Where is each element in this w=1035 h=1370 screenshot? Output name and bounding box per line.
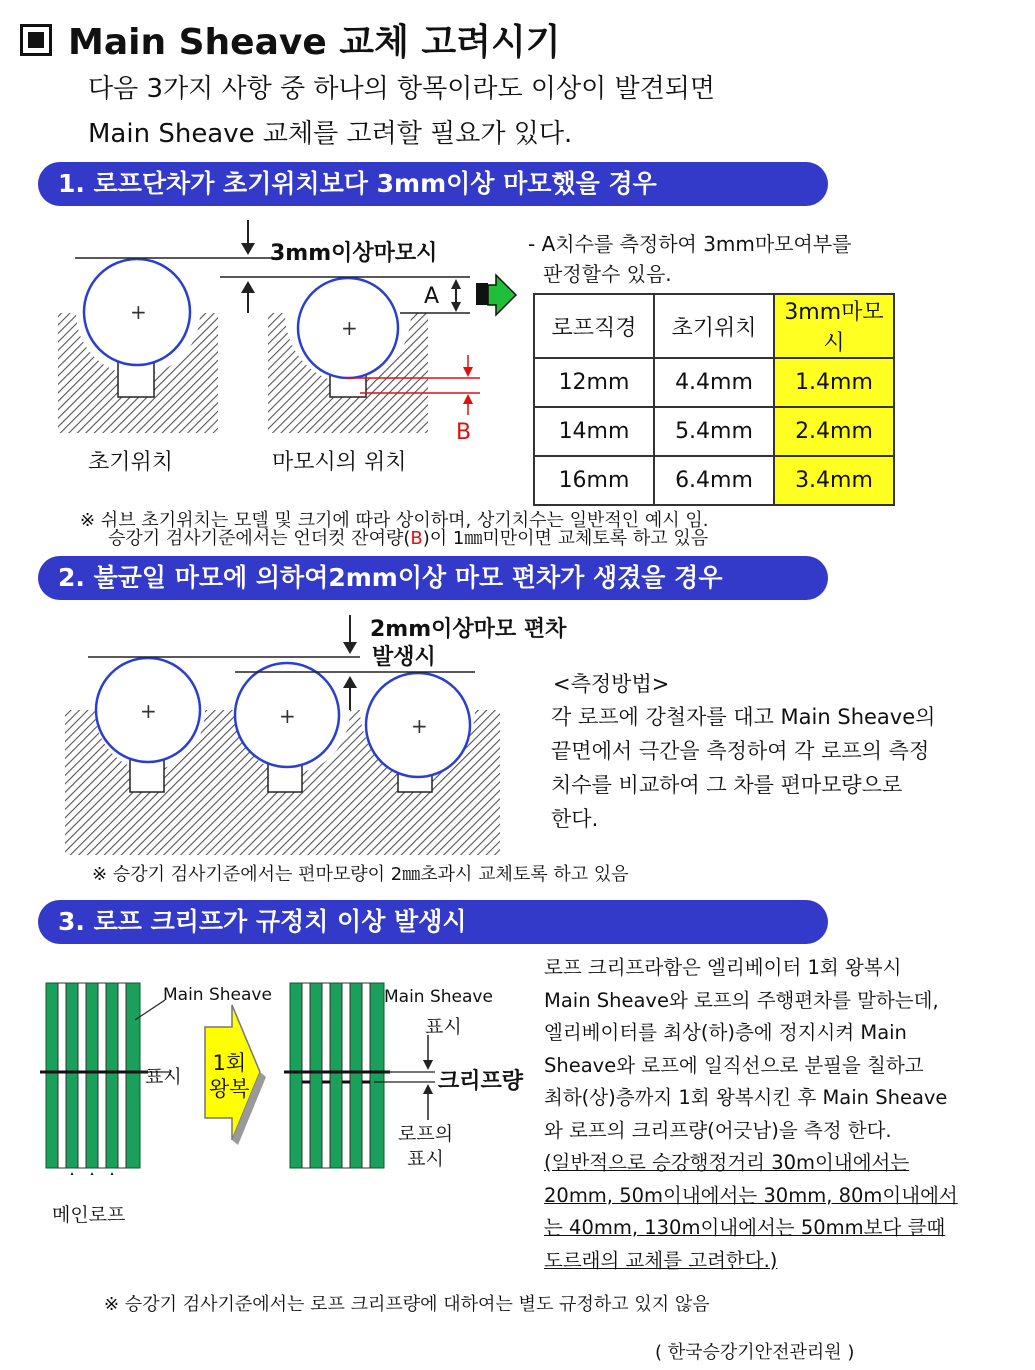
section1-note-1: ※ 쉬브 초기위치는 모델 및 크기에 따라 상이하며, 상기치수는 일반적인 예시 임. bbox=[80, 510, 709, 531]
method-line: 치수를 비교하여 그 차를 편마모량으로 bbox=[551, 773, 903, 797]
footer-source: ( 한국승강기안전관리원 ) bbox=[655, 1342, 855, 1363]
note-text: 승강기 검사기준에서는 언더컷 잔여량( bbox=[108, 528, 411, 549]
table-row bbox=[534, 456, 894, 505]
rope-mark-label bbox=[398, 1122, 453, 1172]
section1-banner: 1. 로프단차가 초기위치보다 3mm이상 마모했을 경우 bbox=[38, 162, 828, 206]
table-cell: 4.4mm bbox=[654, 358, 774, 407]
table-cell: 1.4mm bbox=[774, 358, 894, 407]
table-cell: 6.4mm bbox=[654, 456, 774, 505]
wear-2mm-label-1: 2mm이상마모 편차 bbox=[370, 617, 567, 642]
table-cell: 12mm bbox=[534, 358, 654, 407]
initial-sheave-drawing bbox=[58, 259, 218, 433]
page-title bbox=[20, 14, 561, 65]
dimension-a-label: A bbox=[424, 284, 440, 309]
square-bullet-icon bbox=[20, 24, 52, 56]
section1-desc-1: - A치수를 측정하여 3mm마모여부를 bbox=[528, 232, 852, 256]
method-line: 한다. bbox=[551, 807, 599, 831]
creep-line: 엘리베이터를 최상(하)층에 정지시켜 Main bbox=[544, 1021, 907, 1044]
wear-2mm-label-2: 발생시 bbox=[372, 645, 436, 670]
rope-mark-line: 로프의 bbox=[398, 1123, 454, 1145]
section2-diagram bbox=[60, 610, 510, 860]
intro-line-1: 다음 3가지 사항 중 하나의 항목이라도 이상이 발견되면 bbox=[88, 74, 715, 104]
table-header: 3mm마모시 bbox=[774, 294, 894, 358]
creep-line: 20mm, 50m이내에서는 30mm, 80m이내에서 bbox=[544, 1183, 958, 1207]
section2-note: ※ 승강기 검사기준에서는 편마모량이 2㎜초과시 교체토록 하고 있음 bbox=[92, 864, 629, 885]
caption-initial-position: 초기위치 bbox=[88, 450, 174, 475]
rope-mark-line: 표시 bbox=[407, 1148, 444, 1170]
method-text bbox=[551, 700, 935, 836]
main-rope-label: 메인로프 bbox=[52, 1204, 126, 1226]
creep-line: 로프 크리프라함은 엘리베이터 1회 왕복시 bbox=[544, 956, 902, 979]
round-trip-line: 1회 bbox=[212, 1051, 247, 1075]
main-sheave-label-left: Main Sheave bbox=[163, 985, 272, 1005]
table-row bbox=[534, 358, 894, 407]
note-b-mark: B bbox=[410, 528, 423, 549]
caption-worn-position: 마모시의 위치 bbox=[272, 450, 407, 475]
section3-note: ※ 승강기 검사기준에서는 로프 크리프량에 대하여는 별도 규정하고 있지 않음 bbox=[104, 1294, 710, 1315]
creep-line: 는 40mm, 130m이내에서는 50mm보다 클때 bbox=[544, 1216, 946, 1239]
table-header-row bbox=[534, 294, 894, 358]
method-title: <측정방법> bbox=[553, 672, 670, 696]
creep-line: Main Sheave와 로프의 주행편차를 말하는데, bbox=[544, 988, 939, 1012]
section3-banner: 3. 로프 크리프가 규정치 이상 발생시 bbox=[38, 900, 828, 944]
left-rope-bundle bbox=[40, 983, 148, 1168]
note-text: )이 1㎜미만이면 교체토록 하고 있음 bbox=[422, 528, 709, 549]
mark-label-right: 표시 bbox=[425, 1016, 462, 1038]
creep-line: 최하(상)층까지 1회 왕복시킨 후 Main Sheave bbox=[544, 1086, 948, 1109]
round-trip-line: 왕복 bbox=[209, 1077, 250, 1101]
method-line: 끝면에서 극간을 측정하여 각 로프의 측정 bbox=[551, 739, 930, 763]
table-row bbox=[534, 407, 894, 456]
main-sheave-label-right: Main Sheave bbox=[384, 987, 493, 1007]
table-header: 초기위치 bbox=[654, 294, 774, 358]
creep-line: 와 로프의 크리프량(어긋남)을 측정 한다. bbox=[544, 1118, 892, 1142]
table-cell: 3.4mm bbox=[774, 456, 894, 505]
table-cell: 5.4mm bbox=[654, 407, 774, 456]
svg-text:+: + bbox=[341, 316, 358, 340]
intro-line-2: Main Sheave 교체를 고려할 필요가 있다. bbox=[88, 119, 573, 149]
creep-line: 도르래의 교체를 고려한다.) bbox=[544, 1248, 778, 1272]
method-line: 각 로프에 강철자를 대고 Main Sheave의 bbox=[551, 705, 936, 729]
svg-text:+: + bbox=[411, 714, 428, 738]
table-header: 로프직경 bbox=[534, 294, 654, 358]
right-rope-bundle bbox=[284, 983, 390, 1168]
round-trip-label bbox=[209, 1050, 250, 1102]
svg-text:+: + bbox=[130, 300, 147, 324]
dimension-b-label: B bbox=[456, 420, 472, 445]
table-cell: 14mm bbox=[534, 407, 654, 456]
table-cell: 2.4mm bbox=[774, 407, 894, 456]
svg-text:+: + bbox=[140, 699, 157, 723]
wear-3mm-label: 3mm이상마모시 bbox=[270, 241, 438, 266]
section2-banner: 2. 불균일 마모에 의하여2mm이상 마모 편차가 생겼을 경우 bbox=[38, 556, 828, 600]
green-arrow-icon bbox=[476, 275, 516, 315]
section1-note-2 bbox=[108, 524, 708, 550]
creep-description bbox=[544, 952, 958, 1277]
table-cell: 16mm bbox=[534, 456, 654, 505]
creep-line: (일반적으로 승강행정거리 30m이내에서는 bbox=[544, 1151, 910, 1174]
creep-amount-label: 크리프량 bbox=[438, 1069, 524, 1094]
worn-sheave-drawing bbox=[268, 278, 428, 433]
creep-line: Sheave와 로프에 일직선으로 분필을 칠하고 bbox=[544, 1053, 924, 1077]
section1-desc-2: 판정할수 있음. bbox=[543, 262, 672, 286]
mark-label-left: 표시 bbox=[145, 1066, 182, 1088]
svg-text:+: + bbox=[279, 704, 296, 728]
wear-dimension-table bbox=[533, 293, 895, 506]
page-title-text: Main Sheave 교체 고려시기 bbox=[68, 22, 561, 63]
